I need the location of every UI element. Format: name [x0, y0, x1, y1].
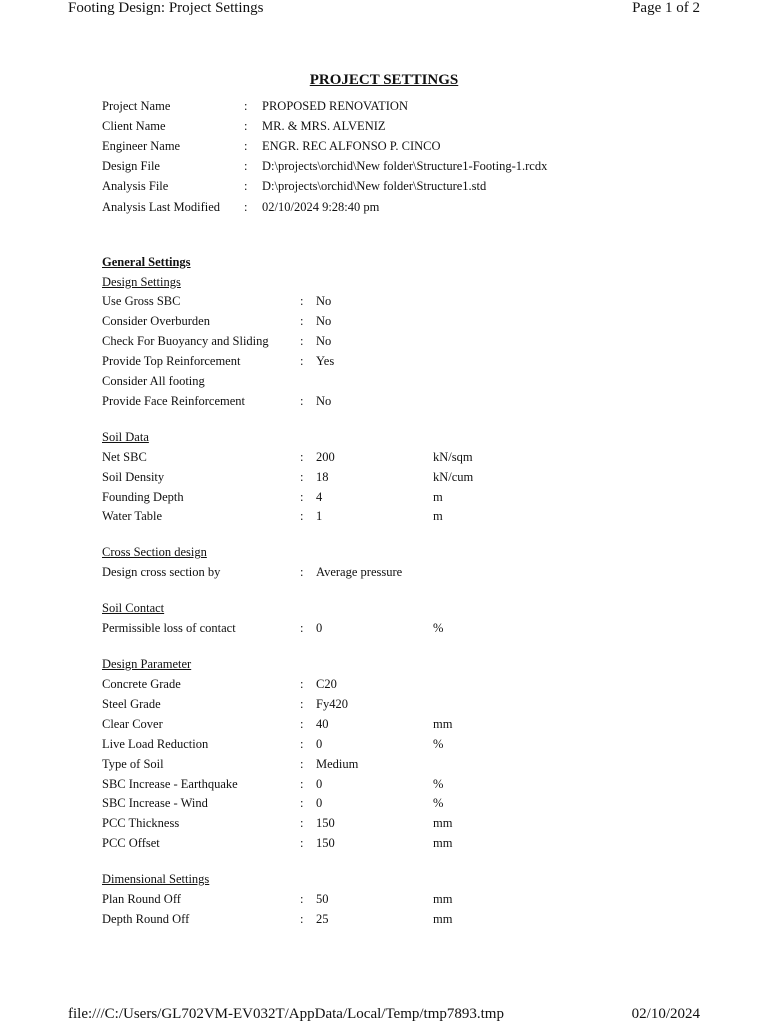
- setting-row: [102, 447, 522, 467]
- setting-label: SBC Increase - Earthquake: [102, 776, 238, 791]
- setting-label: Consider All footing: [102, 374, 205, 388]
- setting-separator: :: [300, 892, 304, 907]
- setting-separator: :: [300, 736, 304, 751]
- document-title: PROJECT SETTINGS: [309, 72, 459, 88]
- setting-separator: :: [300, 294, 304, 309]
- setting-separator: :: [300, 756, 304, 771]
- setting-label: SBC Increase - Wind: [102, 796, 208, 811]
- setting-value: 1: [316, 509, 323, 524]
- analysis-modified-value: 02/10/2024 9:28:40 pm: [262, 199, 380, 214]
- setting-value: No: [316, 294, 332, 309]
- setting-row: [102, 834, 522, 854]
- engineer-name-label: Engineer Name: [102, 138, 181, 153]
- setting-value: 50: [316, 892, 329, 907]
- setting-row: [102, 774, 522, 794]
- design-file-value: D:\projects\orchid\New folder\Structure1-Footing-1.rcdx: [262, 159, 548, 174]
- design-settings-heading: Design Settings: [102, 274, 181, 289]
- setting-unit: mm: [433, 816, 453, 831]
- setting-row: [102, 734, 522, 754]
- setting-label: Live Load Reduction: [102, 736, 209, 751]
- setting-row: [102, 675, 522, 695]
- setting-row: [102, 487, 522, 507]
- setting-unit: %: [433, 621, 444, 636]
- setting-row: [102, 391, 522, 411]
- section-heading: [102, 427, 522, 447]
- setting-separator: :: [300, 912, 304, 927]
- project-row: Project Name : PROPOSED RENOVATION: [102, 98, 408, 113]
- setting-label: Soil Density: [102, 469, 165, 484]
- setting-label: Use Gross SBC: [102, 294, 181, 309]
- setting-value: 0: [316, 736, 323, 751]
- setting-separator: :: [300, 677, 304, 692]
- setting-value: 150: [316, 816, 335, 831]
- setting-value: No: [316, 314, 332, 329]
- section-heading: [102, 655, 522, 675]
- header-title: Footing Design: Project Settings: [68, 0, 264, 16]
- setting-label: Water Table: [102, 509, 163, 524]
- setting-unit: mm: [433, 912, 453, 927]
- setting-label: Permissible loss of contact: [102, 621, 236, 636]
- setting-value: 18: [316, 469, 329, 484]
- setting-value: Medium: [316, 756, 359, 771]
- setting-value: 0: [316, 776, 323, 791]
- setting-separator: :: [300, 836, 304, 851]
- setting-value: No: [316, 334, 332, 349]
- setting-unit: m: [433, 489, 443, 504]
- analysis-file-value: D:\projects\orchid\New folder\Structure1.std: [262, 179, 487, 194]
- setting-value: C20: [316, 677, 337, 692]
- setting-label: Design cross section by: [102, 565, 221, 580]
- page-number: Page 1 of 2: [632, 0, 700, 16]
- client-name-label: Client Name: [102, 118, 166, 133]
- setting-value: 25: [316, 912, 329, 927]
- setting-row: [102, 352, 522, 372]
- setting-value: 4: [316, 489, 323, 504]
- setting-separator: :: [300, 816, 304, 831]
- setting-separator: :: [300, 796, 304, 811]
- page-footer: [68, 1006, 700, 1023]
- setting-separator: :: [300, 354, 304, 369]
- setting-value: 0: [316, 796, 323, 811]
- setting-row: [102, 467, 522, 487]
- analysis-file-label: Analysis File: [102, 179, 169, 194]
- setting-row: [102, 619, 522, 639]
- setting-row: [102, 292, 522, 312]
- general-settings-heading: General Settings: [102, 254, 191, 269]
- setting-row: [102, 814, 522, 834]
- setting-row: [102, 754, 522, 774]
- setting-label: Steel Grade: [102, 697, 161, 712]
- setting-value: 150: [316, 836, 335, 851]
- setting-row: [102, 794, 522, 814]
- setting-unit: %: [433, 736, 444, 751]
- setting-label: Net SBC: [102, 449, 147, 464]
- setting-unit: mm: [433, 892, 453, 907]
- setting-label: PCC Thickness: [102, 816, 180, 831]
- soil-contact-heading: Soil Contact: [102, 601, 165, 616]
- setting-unit: %: [433, 776, 444, 791]
- setting-label: Depth Round Off: [102, 912, 190, 927]
- setting-value: 0: [316, 621, 323, 636]
- engineer-name-value: ENGR. REC ALFONSO P. CINCO: [262, 138, 441, 153]
- setting-unit: %: [433, 796, 444, 811]
- project-row: Analysis File : D:\projects\orchid\New folder\Structure1.std: [102, 179, 487, 194]
- project-row: Engineer Name : ENGR. REC ALFONSO P. CINCO: [102, 138, 441, 153]
- project-row: Analysis Last Modified : 02/10/2024 9:28:40 pm: [102, 199, 380, 214]
- setting-separator: :: [300, 334, 304, 349]
- setting-separator: :: [300, 509, 304, 524]
- setting-unit: mm: [433, 836, 453, 851]
- setting-row: [102, 714, 522, 734]
- client-name-value: MR. & MRS. ALVENIZ: [262, 118, 386, 133]
- setting-row: [102, 507, 522, 527]
- cross-section-heading: Cross Section design: [102, 545, 207, 560]
- setting-row: [102, 910, 522, 930]
- setting-separator: :: [300, 776, 304, 791]
- setting-label: PCC Offset: [102, 836, 160, 851]
- setting-separator: :: [300, 565, 304, 580]
- setting-row: [102, 695, 522, 715]
- section-heading: [102, 870, 522, 890]
- page-header: [68, 0, 700, 17]
- setting-label: Provide Face Reinforcement: [102, 393, 246, 408]
- setting-separator: :: [300, 393, 304, 408]
- project-name-value: PROPOSED RENOVATION: [262, 98, 408, 113]
- print-date: 02/10/2024: [631, 1006, 700, 1022]
- setting-row: [102, 332, 522, 352]
- setting-value: Yes: [316, 354, 335, 369]
- setting-separator: :: [300, 621, 304, 636]
- setting-separator: :: [300, 449, 304, 464]
- design-file-label: Design File: [102, 159, 160, 174]
- setting-separator: :: [300, 314, 304, 329]
- project-info: [102, 96, 547, 217]
- setting-row: [102, 563, 522, 583]
- soil-data-heading: Soil Data: [102, 429, 149, 444]
- setting-value: Average pressure: [316, 565, 403, 580]
- setting-row: [102, 890, 522, 910]
- setting-separator: :: [300, 469, 304, 484]
- design-parameter-heading: Design Parameter: [102, 657, 192, 672]
- setting-label: Type of Soil: [102, 756, 164, 771]
- setting-value: 200: [316, 449, 335, 464]
- project-row: Client Name : MR. & MRS. ALVENIZ: [102, 118, 386, 133]
- setting-label: Consider Overburden: [102, 314, 210, 329]
- dimensional-settings-heading: Dimensional Settings: [102, 872, 210, 887]
- section-heading: [102, 599, 522, 619]
- setting-separator: :: [300, 716, 304, 731]
- file-path: file:///C:/Users/GL702VM-EV032T/AppData/Local/Temp/tmp7893.tmp: [68, 1006, 504, 1022]
- section-heading: [102, 543, 522, 563]
- general-settings: [102, 252, 522, 929]
- project-row: Design File : D:\projects\orchid\New folder\Structure1-Footing-1.rcdx: [102, 159, 548, 174]
- setting-row: [102, 372, 522, 392]
- setting-label: Provide Top Reinforcement: [102, 354, 241, 369]
- setting-label: Plan Round Off: [102, 892, 181, 907]
- setting-unit: kN/sqm: [433, 449, 473, 464]
- setting-label: Concrete Grade: [102, 677, 181, 692]
- setting-unit: m: [433, 509, 443, 524]
- setting-label: Founding Depth: [102, 489, 184, 504]
- setting-separator: :: [300, 489, 304, 504]
- project-name-label: Project Name: [102, 98, 171, 113]
- setting-label: Clear Cover: [102, 716, 163, 731]
- setting-unit: mm: [433, 716, 453, 731]
- setting-value: Fy420: [316, 697, 348, 712]
- setting-unit: kN/cum: [433, 469, 474, 484]
- setting-separator: :: [300, 697, 304, 712]
- setting-value: 40: [316, 716, 329, 731]
- analysis-modified-label: Analysis Last Modified: [102, 199, 221, 214]
- setting-label: Check For Buoyancy and Sliding: [102, 334, 269, 349]
- setting-value: No: [316, 393, 332, 408]
- setting-row: [102, 312, 522, 332]
- section-heading: [102, 272, 522, 292]
